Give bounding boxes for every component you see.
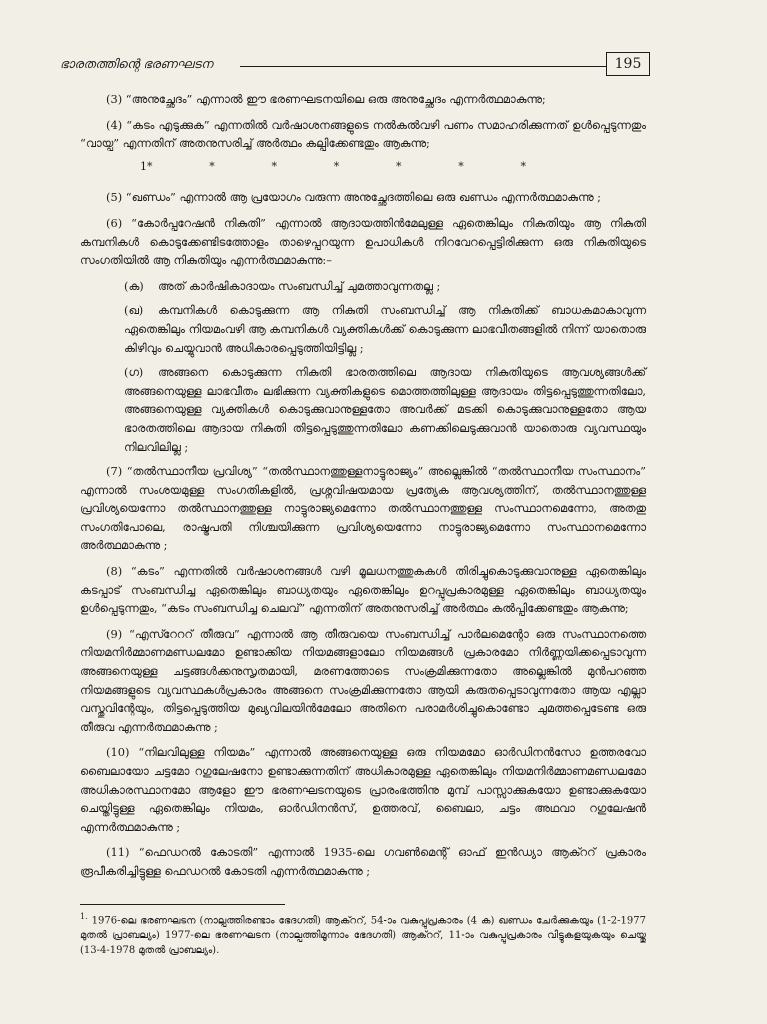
sub-clause-text: അങ്ങനെ കൊടുക്കുന്ന നികുതി ഭാരതത്തിലെ ആദായ നികുതിയുടെ ആവശ്യങ്ങൾക്ക് അങ്ങനെയുള്ള ലാഭവീതം ലഭിക്കുന്ന വ്യക്തികളുടെ മൊത്തത്തിലുള്ള ആദായം തിട്ടപ്പെടുത്തുന്നതിലോ, അങ്ങനെയുള്ള വ്യക്തികൾ കൊടുക്കുവാനുള്ളതോ അവർക്ക് മടക്കി കൊടുക്കുവാനുള്ളതോ ആയ ഭാരതത്തിലെ ആദായ നികുതി തിട്ടപ്പെടുത്തുന്നതിലോ കണക്കിലെടുക്കുവാൻ യാതൊരു വ്യവസ്ഥയും നിലവിലില്ല ; (124, 365, 646, 454)
omission-star: * (271, 159, 277, 173)
omission-star: * (458, 159, 464, 173)
footnote-text: 1976-ലെ ഭരണഘടന (നാല്പത്തിരണ്ടാം ഭേദഗതി) ആക്ററ്, 54-ാം വകുപ്പുപ്രകാരം (4 ക) ഖണ്ഡം ചേർക്കുകയും (1-2-1977 മുതൽ പ്രാബല്യം) 1977-ലെ ഭരണഘടന (നാല്പത്തിമൂന്നാം ഭേദഗതി) ആക്ററ്, 11-ാം വകുപ്പുപ്രകാരം വിട്ടുകളയുകയും ചെയ്തു (13-4-1978 മുതൽ പ്രാബല്യം). (80, 915, 646, 957)
sub-clause-ka (80, 277, 646, 296)
definition-3: (3) “അനുച്ഛേദം” എന്നാൽ ഈ ഭരണഘടനയിലെ ഒരു അനുച്ഛേദം എന്നർത്ഥമാകുന്നു; (106, 92, 546, 106)
omission-star: 1* (140, 159, 153, 173)
omission-star: * (333, 159, 340, 173)
sub-clause-text: കമ്പനികൾ കൊടുക്കുന്ന ആ നികുതി സംബന്ധിച്ച് ആ നികുതിക്ക് ബാധകമാകാവുന്ന ഏതെങ്കിലും നിയമംവഴി ആ കമ്പനികൾ വ്യക്തികൾക്ക് കൊടുക്കുന്ന ലാഭവീതങ്ങളിൽ നിന്ന് യാതൊരു കിഴിവും ചെയ്യുവാൻ അധികാരപ്പെടുത്തിയിട്ടില്ല ; (124, 303, 646, 355)
omission-star: * (520, 159, 526, 173)
definition-10: (10) “നിലവിലുള്ള നിയമം” എന്നാൽ അങ്ങനെയുള്ള ഒരു നിയമമോ ഓർഡിനൻസോ ഉത്തരവോ ബൈലായോ ചട്ടമോ റഗുലേഷനോ ഉണ്ടാക്കുന്നതിന് അധികാരമുള്ള ഏതെങ്കിലും നിയമനിർമ്മാണമണ്ഡലമോ അധികാരസ്ഥാനമോ ആളോ ഈ ഭരണഘടനയുടെ പ്രാരംഭത്തിനു മുമ്പ് പാസ്സാക്കുകയോ ഉണ്ടാക്കുകയോ ചെയ്തിട്ടുള്ള ഏതെങ്കിലും നിയമം, ഓർഡിനൻസ്, ഉത്തരവ്, ബൈലാ, ചട്ടം അഥവാ റഗുലേഷൻ എന്നർത്ഥമാകുന്നു ; (80, 745, 646, 834)
definition-6: (6) “കോർപ്പറേഷൻ നികുതി” എന്നാൽ ആദായത്തിൻമേലുള്ള ഏതെങ്കിലും നികുതിയും ആ നികുതി കമ്പനികൾ കൊടുക്കേണ്ടിടത്തോളം താഴെപ്പറയുന്ന ഉപാധികൾ നിറവേറപ്പെട്ടിരിക്കുന്ന ഒരു നികുതിയുടെ സംഗതിയിൽ ആ നികുതിയും എന്നർത്ഥമാകുന്നു:– (80, 215, 646, 268)
page-number: 195 (606, 52, 650, 76)
footnote (80, 909, 646, 958)
omission-stars (80, 158, 646, 177)
sub-clause-ga (80, 363, 646, 456)
sub-clause-label: (ഗ) (124, 365, 144, 380)
footnote-marker: 1. (80, 912, 88, 921)
body-text (80, 90, 646, 888)
running-title: ഭാരതത്തിന്റെ ഭരണഘടന (60, 56, 213, 71)
sub-clause-label: (ഖ) (124, 303, 144, 318)
sub-clause-label: (ക) (124, 278, 144, 293)
definition-4: (4) “കടം എടുക്കുക” എന്നതിൽ വർഷാശനങ്ങളുടെ നൽകൽവഴി പണം സമാഹരിക്കുന്നത് ഉൾപ്പെടുന്നതും “വായ്പ” എന്നതിന് അതനുസരിച്ച് അർത്ഥം കല്പിക്കേണ്ടതും ആകുന്നു; (80, 117, 646, 151)
header-rule (240, 66, 606, 67)
definition-5: (5) “ഖണ്ഡം” എന്നാൽ ആ പ്രയോഗം വരുന്ന അനുച്ഛേദത്തിലെ ഒരു ഖണ്ഡം എന്നർത്ഥമാകുന്നു ; (106, 190, 601, 205)
definition-11: (11) “ഫെഡറൽ കോടതി” എന്നാൽ 1935-ലെ ഗവൺമെന്റ് ഓഫ് ഇൻഡ്യാ ആക്ററ് പ്രകാരം രൂപീകരിച്ചിട്ടുള്ള ഫെഡറൽ കോടതി എന്നർത്ഥമാകുന്നു ; (80, 845, 646, 878)
running-head (60, 52, 650, 82)
omission-star: * (396, 159, 402, 173)
footnote-rule (80, 904, 285, 905)
definition-9: (9) “എസ്റേററ് തീരുവ” എന്നാൽ ആ തീരുവയെ സംബന്ധിച്ച് പാർലമെന്റോ ഒരു സംസ്ഥാനത്തെ നിയമനിർമ്മാണമണ്ഡലമോ ഉണ്ടാക്കിയ നിയമങ്ങളാലോ നിയമങ്ങൾ പ്രകാരമോ നിർണ്ണയിക്കപ്പെടാവുന്ന അങ്ങനെയുള്ള ചട്ടങ്ങൾക്കനുസൃതമായി, മരണത്തോടെ സംക്രമിക്കുന്നതോ അല്ലെങ്കിൽ മുൻപറഞ്ഞ നിയമങ്ങളുടെ വ്യവസ്ഥകൾപ്രകാരം അങ്ങനെ സംക്രമിക്കുന്നതോ ആയി കരുതപ്പെടാവുന്നതോ ആയ എല്ലാ വസ്തുവിന്റേയും, തിട്ടപ്പെടുത്തിയ മുഖ്യവിലയിൻമേലോ അതിനെ പരാമർശിച്ചുകൊണ്ടോ ചുമത്തപ്പെടേണ്ട ഒരു തീരുവ എന്നർത്ഥമാകുന്നു ; (80, 626, 646, 734)
sub-clause-kha (80, 301, 646, 357)
sub-clause-text: അത് കാർഷികാദായം സംബന്ധിച്ച് ചുമത്താവുന്നതല്ല ; (158, 278, 441, 293)
omission-star: * (209, 159, 215, 173)
definition-8: (8) “കടം” എന്നതിൽ വർഷാശനങ്ങൾ വഴി മൂലധനത്തുകകൾ തിരിച്ചുകൊടുക്കുവാനുള്ള ഏതെങ്കിലും കടപ്പാട് സംബന്ധിച്ച ഏതെങ്കിലും ബാധ്യതയും ഏതെങ്കിലും ഉറപ്പുപ്രകാരമുള്ള ഏതെങ്കിലും ബാധ്യതയും ഉൾപ്പെടുന്നതും, “കടം സംബന്ധിച്ച ചെലവ്” എന്നതിന് അതനുസരിച്ച് അർത്ഥം കൽപ്പിക്കേണ്ടതും ആകുന്നു; (80, 564, 646, 616)
definition-7: (7) “തൽസ്ഥാനീയ പ്രവിശ്യ” “തൽസ്ഥാനത്തുള്ളനാട്ടുരാജ്യം” അല്ലെങ്കിൽ “തൽസ്ഥാനീയ സംസ്ഥാനം” എന്നാൽ സംശയമുള്ള സംഗതികളിൽ, പ്രശ്നവിഷയമായ പ്രത്യേക ആവശ്യത്തിന്, തൽസ്ഥാനത്തുള്ള പ്രവിശ്യയെന്നോ തൽസ്ഥാനത്തുള്ള നാട്ടുരാജ്യമെന്നോ തൽസ്ഥാനത്തുള്ള സംസ്ഥാനമെന്നോ, അതതു സംഗതിപോലെ, രാഷ്ട്രപതി നിശ്ചയിക്കുന്ന പ്രവിശ്യയെന്നോ നാട്ടുരാജ്യമെന്നോ സംസ്ഥാനമെന്നോ അർത്ഥമാകുന്നു ; (80, 464, 646, 553)
